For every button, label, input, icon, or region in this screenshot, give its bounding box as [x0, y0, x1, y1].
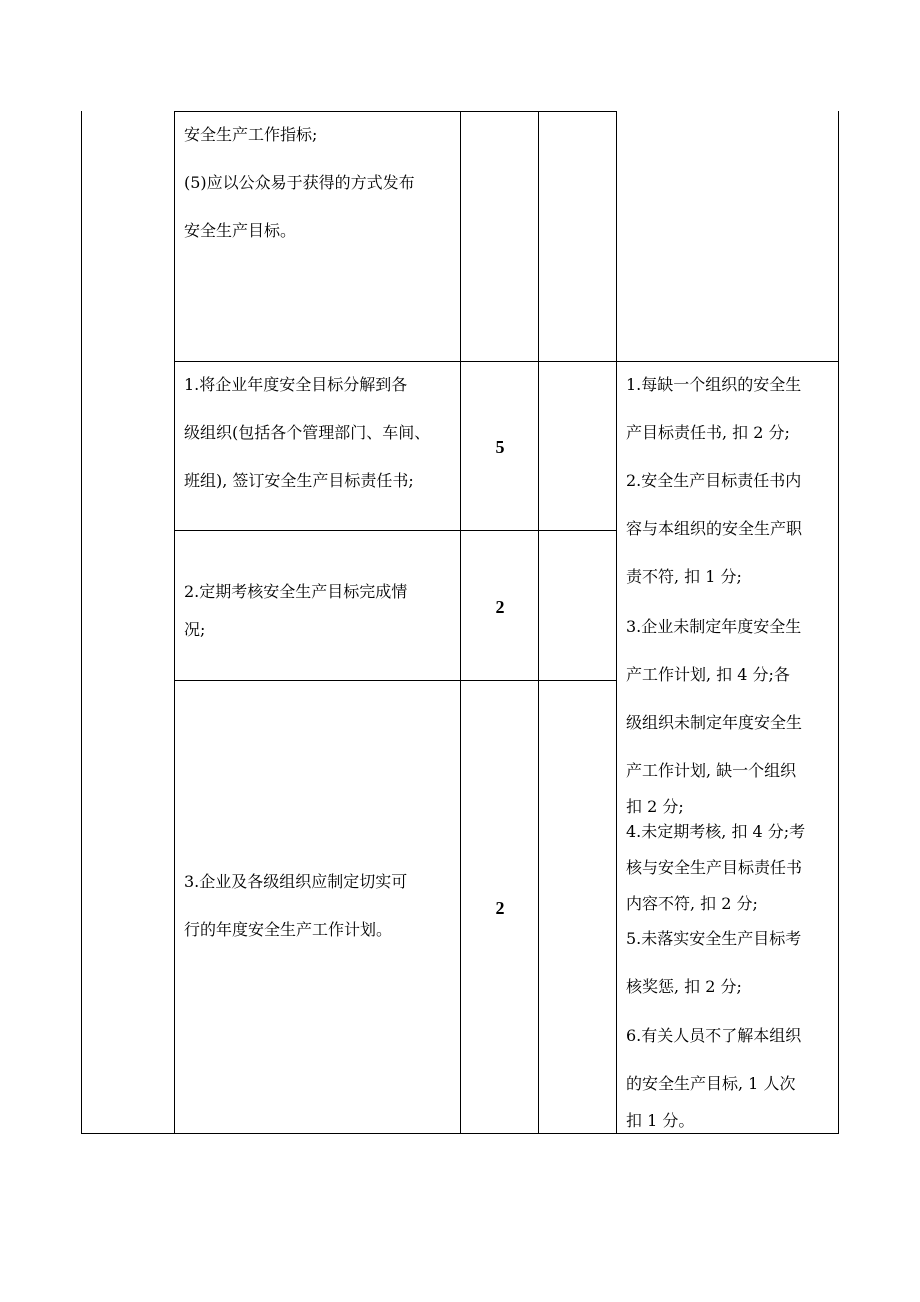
table-row-divider: [174, 680, 617, 681]
table-border-left: [81, 111, 82, 1134]
criteria-line: 5.未落实安全生产目标考: [626, 929, 802, 948]
criteria-line: 级组织未制定年度安全生: [626, 713, 803, 732]
criteria-line: 3.企业未制定年度安全生: [626, 617, 802, 636]
table-row-divider: [174, 361, 839, 362]
table-column-divider: [174, 111, 175, 1134]
criteria-line: 责不符, 扣 1 分;: [626, 567, 742, 586]
criteria-line: 产工作计划, 扣 4 分;各: [626, 665, 790, 684]
standard-score: 5: [495, 437, 505, 457]
requirement-text-line: 行的年度安全生产工作计划。: [184, 920, 393, 939]
requirement-text-line: 2.定期考核安全生产目标完成情: [184, 582, 408, 601]
criteria-line: 6.有关人员不了解本组织: [626, 1026, 802, 1045]
requirement-text-line: (5)应以公众易于获得的方式发布: [184, 173, 415, 192]
criteria-line: 核与安全生产目标责任书: [626, 858, 803, 877]
criteria-line: 扣 1 分。: [626, 1111, 695, 1130]
requirement-text-line: 3.企业及各级组织应制定切实可: [184, 872, 408, 891]
criteria-line: 核奖惩, 扣 2 分;: [626, 977, 742, 996]
table-row-divider: [174, 530, 617, 531]
criteria-line: 的安全生产目标, 1 人次: [626, 1074, 796, 1093]
criteria-line: 扣 2 分;: [626, 797, 684, 816]
table-column-divider: [538, 111, 539, 1134]
standard-score: 2: [495, 597, 505, 617]
requirement-text-line: 安全生产目标。: [184, 221, 297, 240]
table-border-right: [838, 111, 839, 1134]
table-column-divider: [616, 111, 617, 1134]
table-column-divider: [460, 111, 461, 1134]
table-border-bottom: [81, 1133, 839, 1134]
table-row-divider: [174, 111, 617, 112]
requirement-text-line: 况;: [184, 620, 206, 639]
criteria-line: 2.安全生产目标责任书内: [626, 471, 802, 490]
requirement-text-line: 1.将企业年度安全目标分解到各: [184, 375, 408, 394]
criteria-line: 产目标责任书, 扣 2 分;: [626, 423, 790, 442]
criteria-line: 容与本组织的安全生产职: [626, 519, 803, 538]
requirement-text-line: 班组), 签订安全生产目标责任书;: [184, 471, 414, 490]
criteria-line: 内容不符, 扣 2 分;: [626, 894, 758, 913]
requirement-text-line: 级组织(包括各个管理部门、车间、: [184, 423, 431, 442]
requirement-text-line: 安全生产工作指标;: [184, 125, 318, 144]
criteria-line: 1.每缺一个组织的安全生: [626, 375, 802, 394]
criteria-line: 产工作计划, 缺一个组织: [626, 761, 797, 780]
standard-score: 2: [495, 898, 505, 918]
criteria-line: 4.未定期考核, 扣 4 分;考: [626, 822, 806, 841]
